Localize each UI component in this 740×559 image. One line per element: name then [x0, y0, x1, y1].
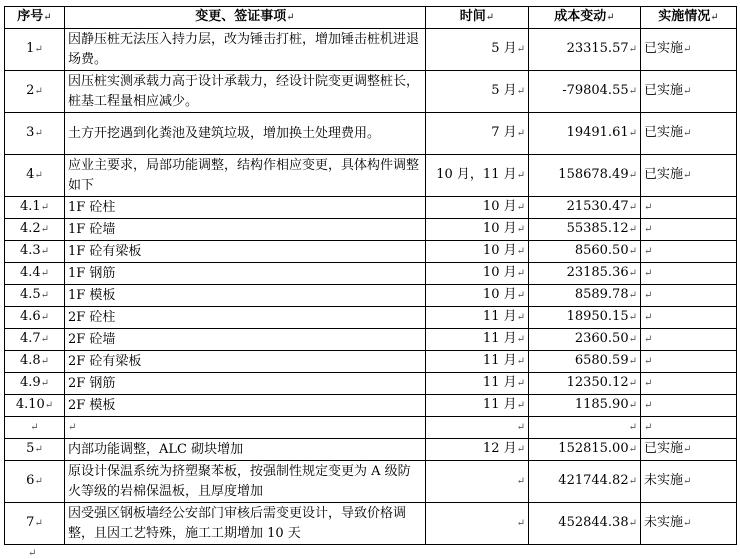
- row-cost-cell: [529, 395, 641, 417]
- table-row: [5, 197, 737, 219]
- row-seq-cell: [5, 395, 65, 417]
- row-item-cell: [65, 219, 426, 241]
- row-seq-cell: [5, 461, 65, 503]
- cell-end-mark: ↵: [516, 378, 525, 389]
- cell-end-mark: ↵: [683, 128, 692, 139]
- cell-end-mark: ↵: [683, 518, 692, 529]
- cell-end-mark: ↵: [628, 86, 637, 97]
- cell-text: 内部功能调整，ALC 砌块增加: [68, 441, 244, 457]
- cell-text: 已实施: [644, 167, 684, 182]
- row-seq-cell: [5, 329, 65, 351]
- cell-text: 4.10: [15, 397, 45, 412]
- cell-end-mark: ↵: [516, 444, 525, 455]
- cell-end-mark: ↵: [683, 44, 692, 55]
- cell-end-mark: ↵: [516, 170, 525, 181]
- cell-text: 4.1: [19, 199, 41, 214]
- cell-text: 23185.36: [566, 265, 629, 280]
- cell-text: 已实施: [644, 125, 684, 140]
- cell-text: 因受强区钢板墙经公安部门审核后需变更设计，导致价格调整，且因工艺特殊，施工工期增加 10 天: [68, 505, 407, 541]
- row-cost-cell: [529, 307, 641, 329]
- cell-end-mark: ↵: [34, 444, 43, 455]
- row-time-cell: [426, 307, 529, 329]
- cell-end-mark: ↵: [516, 356, 525, 367]
- row-time-cell: [426, 71, 529, 113]
- cell-text: 1: [26, 41, 35, 56]
- cell-text: 5 月: [491, 83, 517, 98]
- cell-text: 1F 砼墙: [68, 221, 116, 237]
- row-time-cell: [426, 219, 529, 241]
- cell-text: 5: [26, 441, 35, 456]
- cell-end-mark: ↵: [34, 518, 43, 529]
- cell-end-mark: ↵: [628, 202, 637, 213]
- cell-end-mark: ↵: [516, 44, 525, 55]
- cell-text: 1185.90: [574, 397, 629, 412]
- cell-end-mark: ↵: [516, 422, 525, 433]
- row-seq-cell: [5, 285, 65, 307]
- cell-text: 土方开挖遇到化粪池及建筑垃圾，增加换土处理费用。: [68, 125, 381, 141]
- row-time-cell: [426, 373, 529, 395]
- cell-text: 10 月: [482, 243, 517, 258]
- cell-end-mark: ↵: [683, 444, 692, 455]
- table-row: [5, 395, 737, 417]
- cell-end-mark: ↵: [644, 246, 653, 257]
- cell-text: 4.9: [19, 375, 41, 390]
- cell-end-mark: ↵: [628, 334, 637, 345]
- cell-end-mark: ↵: [40, 334, 50, 345]
- row-item-cell: [65, 439, 426, 461]
- row-seq-cell: [5, 263, 65, 285]
- cell-text: 2360.50: [574, 331, 629, 346]
- row-status-cell: [641, 461, 737, 503]
- cell-text: 6: [26, 473, 35, 488]
- row-item-cell: [65, 155, 426, 197]
- row-seq-cell: [5, 307, 65, 329]
- row-item-cell: [65, 461, 426, 503]
- cell-text: 4.7: [19, 331, 41, 346]
- row-seq-cell: [5, 373, 65, 395]
- cell-text: 158678.49: [558, 167, 629, 182]
- cell-text: 21530.47: [566, 199, 629, 214]
- cell-end-mark: ↵: [628, 476, 637, 487]
- table-row: [5, 219, 737, 241]
- row-seq-cell: [5, 197, 65, 219]
- cell-text: 1F 钢筋: [68, 265, 116, 281]
- cell-text: 因压桩实测承载力高于设计承载力，经设计院变更调整桩长，桩基工程量相应减少。: [68, 73, 420, 109]
- row-cost-cell: [529, 197, 641, 219]
- cell-text: 55385.12: [566, 221, 629, 236]
- row-status-cell: [641, 417, 737, 439]
- cell-text: 3: [26, 125, 35, 140]
- cell-end-mark: ↵: [516, 290, 525, 301]
- cell-text: 8560.50: [574, 243, 629, 258]
- table-row: [5, 417, 737, 439]
- cell-end-mark: ↵: [644, 224, 653, 235]
- table-header-row: [5, 7, 737, 29]
- cell-text: 10 月，11 月: [436, 167, 517, 182]
- cell-end-mark: ↵: [516, 202, 525, 213]
- cell-text: 5 月: [491, 41, 517, 56]
- cell-end-mark: ↵: [34, 86, 43, 97]
- cell-end-mark: ↵: [644, 400, 653, 411]
- cell-end-mark: ↵: [516, 400, 525, 411]
- cell-end-mark: ↵: [628, 444, 637, 455]
- cell-text: 1F 砼有梁板: [68, 243, 142, 259]
- cell-text: 12 月: [482, 441, 517, 456]
- cell-end-mark: ↵: [644, 202, 653, 213]
- row-cost-cell: [529, 113, 641, 155]
- row-status-cell: [641, 263, 737, 285]
- cell-text: 421744.82: [558, 473, 629, 488]
- cell-end-mark: ↵: [628, 518, 637, 529]
- table-row: [5, 71, 737, 113]
- row-seq-cell: [5, 241, 65, 263]
- row-seq-cell: [5, 417, 65, 439]
- row-time-cell: [426, 29, 529, 71]
- table-row: [5, 29, 737, 71]
- cell-end-mark: ↵: [628, 224, 637, 235]
- row-status-cell: [641, 373, 737, 395]
- row-item-cell: [65, 373, 426, 395]
- row-seq-cell: [5, 71, 65, 113]
- row-status-cell: [641, 241, 737, 263]
- cell-end-mark: ↵: [628, 246, 637, 257]
- cell-end-mark: ↵: [683, 86, 692, 97]
- row-time-cell: [426, 395, 529, 417]
- cell-text: 已实施: [644, 83, 684, 98]
- row-seq-cell: [5, 29, 65, 71]
- cell-end-mark: ↵: [628, 400, 637, 411]
- row-item-cell: [65, 113, 426, 155]
- cell-text: 6580.59: [574, 353, 629, 368]
- cell-text: 10 月: [482, 221, 517, 236]
- row-seq-cell: [5, 503, 65, 545]
- row-seq-cell: [5, 351, 65, 373]
- row-item-cell: [65, 241, 426, 263]
- cell-text: 4.8: [19, 353, 41, 368]
- row-status-cell: [641, 395, 737, 417]
- cell-end-mark: ↵: [44, 400, 54, 411]
- row-time-cell: [426, 461, 529, 503]
- cell-end-mark: ↵: [516, 128, 525, 139]
- cell-text: 8589.78: [574, 287, 629, 302]
- cell-end-mark: ↵: [516, 246, 525, 257]
- cell-end-mark: ↵: [644, 356, 653, 367]
- cell-text: 10 月: [482, 199, 517, 214]
- cell-text: 452844.38: [558, 515, 629, 530]
- cell-end-mark: ↵: [644, 268, 653, 279]
- cell-text: 2F 砼墙: [68, 331, 116, 347]
- row-item-cell: [65, 263, 426, 285]
- row-time-cell: [426, 263, 529, 285]
- cell-end-mark: ↵: [628, 290, 637, 301]
- cell-text: 19491.61: [566, 125, 629, 140]
- header-cost: 成本变动↵: [529, 7, 641, 29]
- cell-end-mark: ↵: [628, 312, 637, 323]
- cell-end-mark: ↵: [40, 224, 50, 235]
- cell-end-mark: ↵: [644, 422, 653, 433]
- cell-text: 7: [26, 515, 35, 530]
- cell-end-mark: ↵: [40, 202, 50, 213]
- cell-text: 1F 砼柱: [68, 199, 116, 215]
- cell-text: 未实施: [644, 473, 684, 488]
- cell-end-mark: ↵: [34, 44, 43, 55]
- row-time-cell: [426, 417, 529, 439]
- row-item-cell: [65, 395, 426, 417]
- table-row: [5, 329, 737, 351]
- cell-end-mark: ↵: [40, 356, 50, 367]
- header-time: 时间↵: [426, 7, 529, 29]
- row-status-cell: [641, 113, 737, 155]
- header-item: 变更、签证事项↵: [65, 7, 426, 29]
- cell-end-mark: ↵: [68, 422, 77, 433]
- cell-end-mark: ↵: [40, 246, 50, 257]
- cell-end-mark: ↵: [644, 378, 653, 389]
- cell-end-mark: ↵: [30, 422, 39, 433]
- cell-text: 11 月: [482, 375, 517, 390]
- table-row: [5, 373, 737, 395]
- row-cost-cell: [529, 263, 641, 285]
- paragraph-mark: ↵: [28, 548, 37, 559]
- cell-text: 未实施: [644, 515, 684, 530]
- row-time-cell: [426, 197, 529, 219]
- row-cost-cell: [529, 285, 641, 307]
- row-time-cell: [426, 503, 529, 545]
- cell-text: 10 月: [482, 287, 517, 302]
- row-status-cell: [641, 219, 737, 241]
- row-time-cell: [426, 351, 529, 373]
- cell-text: 已实施: [644, 441, 684, 456]
- row-status-cell: [641, 71, 737, 113]
- row-cost-cell: [529, 503, 641, 545]
- row-item-cell: [65, 503, 426, 545]
- row-item-cell: [65, 71, 426, 113]
- cell-text: 11 月: [482, 353, 517, 368]
- cell-end-mark: ↵: [683, 170, 692, 181]
- row-time-cell: [426, 155, 529, 197]
- cell-end-mark: ↵: [40, 290, 50, 301]
- row-time-cell: [426, 329, 529, 351]
- cell-text: 应业主要求，局部功能调整，结构作相应变更，具体构件调整如下: [68, 157, 420, 193]
- cell-text: 4.2: [19, 221, 41, 236]
- row-item-cell: [65, 307, 426, 329]
- cell-end-mark: ↵: [628, 44, 637, 55]
- cell-text: 11 月: [482, 397, 517, 412]
- row-cost-cell: [529, 155, 641, 197]
- header-status: 实施情况↵: [641, 7, 737, 29]
- cell-text: 4.3: [19, 243, 41, 258]
- row-item-cell: [65, 417, 426, 439]
- cell-end-mark: ↵: [644, 290, 653, 301]
- table-row: [5, 351, 737, 373]
- cell-end-mark: ↵: [628, 268, 637, 279]
- row-cost-cell: [529, 417, 641, 439]
- row-seq-cell: [5, 219, 65, 241]
- cell-text: 12350.12: [566, 375, 629, 390]
- table-row: [5, 155, 737, 197]
- cell-text: 2F 钢筋: [68, 375, 116, 391]
- cell-end-mark: ↵: [34, 476, 43, 487]
- row-item-cell: [65, 285, 426, 307]
- row-time-cell: [426, 439, 529, 461]
- row-cost-cell: [529, 29, 641, 71]
- row-status-cell: [641, 155, 737, 197]
- cell-text: 因静压桩无法压入持力层，改为锤击打桩，增加锤击桩机进退场费。: [68, 31, 420, 67]
- cell-text: 1F 模板: [68, 287, 116, 303]
- cell-text: 152815.00: [558, 441, 629, 456]
- row-status-cell: [641, 285, 737, 307]
- cell-text: 11 月: [482, 331, 517, 346]
- table-row: [5, 241, 737, 263]
- cell-text: 2F 砼柱: [68, 309, 116, 325]
- cell-text: 18950.15: [566, 309, 629, 324]
- cell-end-mark: ↵: [628, 128, 637, 139]
- row-time-cell: [426, 241, 529, 263]
- table-row: [5, 113, 737, 155]
- row-cost-cell: [529, 351, 641, 373]
- cell-end-mark: ↵: [628, 170, 637, 181]
- cell-text: 已实施: [644, 41, 684, 56]
- row-status-cell: [641, 329, 737, 351]
- cell-text: 2F 模板: [68, 397, 116, 413]
- row-item-cell: [65, 351, 426, 373]
- row-seq-cell: [5, 439, 65, 461]
- row-item-cell: [65, 329, 426, 351]
- row-status-cell: [641, 351, 737, 373]
- cell-end-mark: ↵: [644, 334, 653, 345]
- row-time-cell: [426, 113, 529, 155]
- header-seq: 序号↵: [5, 7, 65, 29]
- table-row: [5, 263, 737, 285]
- cell-end-mark: ↵: [683, 476, 692, 487]
- cost-change-table: [4, 6, 737, 545]
- cell-end-mark: ↵: [34, 170, 43, 181]
- row-item-cell: [65, 197, 426, 219]
- cell-text: 4.5: [19, 287, 41, 302]
- table-row: [5, 285, 737, 307]
- row-item-cell: [65, 29, 426, 71]
- cell-end-mark: ↵: [628, 356, 637, 367]
- cell-end-mark: ↵: [40, 268, 50, 279]
- row-status-cell: [641, 29, 737, 71]
- cell-end-mark: ↵: [40, 312, 50, 323]
- cell-end-mark: ↵: [516, 476, 525, 487]
- table-row: [5, 439, 737, 461]
- row-seq-cell: [5, 155, 65, 197]
- row-status-cell: [641, 503, 737, 545]
- cell-text: 10 月: [482, 265, 517, 280]
- cell-end-mark: ↵: [516, 518, 525, 529]
- row-cost-cell: [529, 71, 641, 113]
- row-cost-cell: [529, 219, 641, 241]
- cell-text: 4.6: [19, 309, 41, 324]
- cell-text: 4: [26, 167, 35, 182]
- row-cost-cell: [529, 439, 641, 461]
- cell-end-mark: ↵: [628, 422, 637, 433]
- table-row: [5, 503, 737, 545]
- cell-end-mark: ↵: [516, 268, 525, 279]
- row-cost-cell: [529, 461, 641, 503]
- cell-text: -79804.55: [562, 83, 629, 98]
- cell-text: 7 月: [491, 125, 517, 140]
- row-status-cell: [641, 307, 737, 329]
- cell-text: 2: [26, 83, 35, 98]
- table-row: [5, 461, 737, 503]
- cell-text: 11 月: [482, 309, 517, 324]
- row-status-cell: [641, 439, 737, 461]
- row-cost-cell: [529, 329, 641, 351]
- table-row: [5, 307, 737, 329]
- row-time-cell: [426, 285, 529, 307]
- cell-end-mark: ↵: [516, 86, 525, 97]
- row-seq-cell: [5, 113, 65, 155]
- row-cost-cell: [529, 241, 641, 263]
- row-cost-cell: [529, 373, 641, 395]
- cell-end-mark: ↵: [40, 378, 50, 389]
- row-status-cell: [641, 197, 737, 219]
- cell-end-mark: ↵: [628, 378, 637, 389]
- cell-end-mark: ↵: [516, 334, 525, 345]
- cell-end-mark: ↵: [34, 128, 43, 139]
- cell-end-mark: ↵: [516, 312, 525, 323]
- cell-text: 2F 砼有梁板: [68, 353, 142, 369]
- cell-text: 23315.57: [566, 41, 629, 56]
- cell-end-mark: ↵: [644, 312, 653, 323]
- cell-text: 原设计保温系统为挤塑聚苯板，按强制性规定变更为 A 级防火等级的岩棉保温板，且厚度增加: [68, 463, 411, 499]
- cell-end-mark: ↵: [516, 224, 525, 235]
- cell-text: 4.4: [19, 265, 41, 280]
